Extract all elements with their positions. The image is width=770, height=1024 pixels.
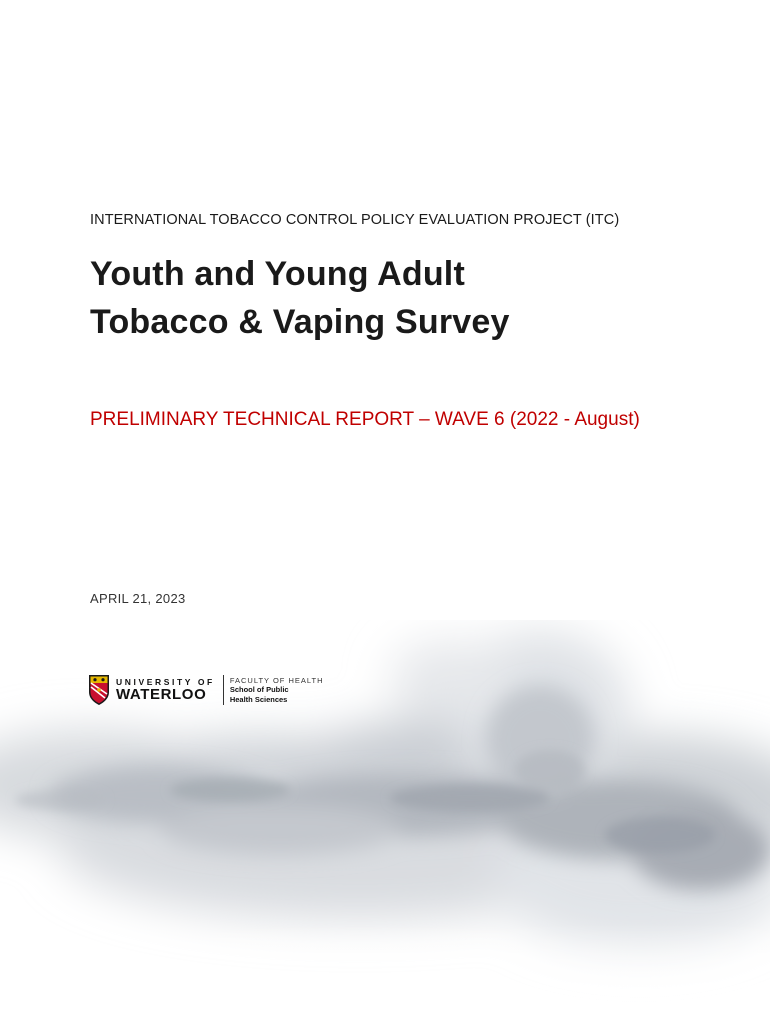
project-name: INTERNATIONAL TOBACCO CONTROL POLICY EVALUATION PROJECT (ITC)	[90, 212, 620, 228]
report-title-line-1: Youth and Young Adult	[90, 255, 465, 293]
report-title	[90, 250, 510, 346]
school-label-line-1: School of Public	[229, 685, 289, 695]
logo-divider	[223, 675, 224, 705]
university-wordmark	[116, 677, 215, 703]
school-label-line-2: Health Sciences	[229, 694, 288, 704]
report-date: APRIL 21, 2023	[90, 591, 186, 606]
university-of-label: UNIVERSITY OF	[116, 677, 215, 687]
report-subtitle: PRELIMINARY TECHNICAL REPORT – WAVE 6 (2022 - August)	[90, 409, 640, 430]
faculty-label: FACULTY OF HEALTH	[229, 675, 324, 685]
waterloo-crest-icon	[88, 674, 110, 706]
report-title-line-2: Tobacco & Vaping Survey	[90, 303, 510, 341]
faculty-wordmark	[230, 676, 324, 705]
university-of-waterloo-logo	[88, 672, 324, 708]
waterloo-label: WATERLOO	[116, 686, 207, 703]
